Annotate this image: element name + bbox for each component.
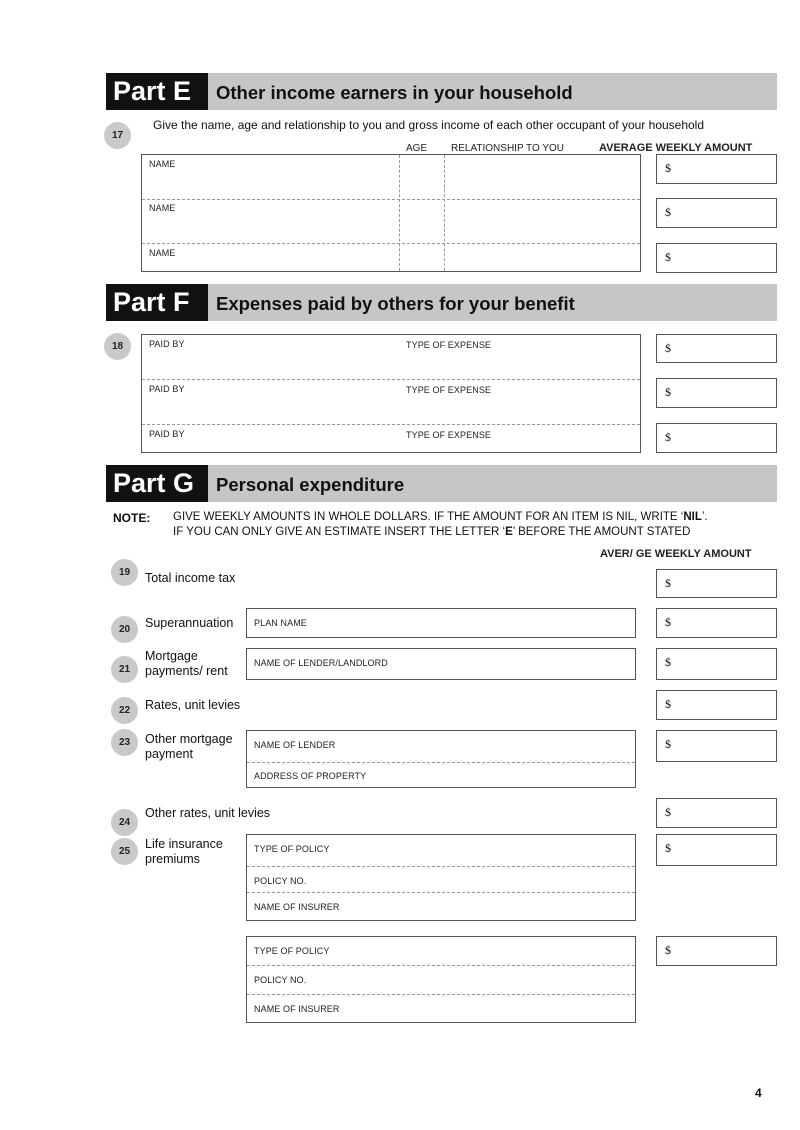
amount-field[interactable]: $ <box>656 154 777 184</box>
policy-details-box <box>246 834 636 921</box>
policy-no-field[interactable]: POLICY NO. <box>254 975 307 985</box>
name-of-lender-field[interactable]: NAME OF LENDER <box>254 740 336 750</box>
name-field-label[interactable]: NAME <box>149 203 176 213</box>
type-of-policy-field[interactable]: TYPE OF POLICY <box>254 844 330 854</box>
part-g-tag: Part G <box>106 465 208 502</box>
type-of-expense-field-label[interactable]: TYPE OF EXPENSE <box>406 385 492 395</box>
amount-field[interactable]: $ <box>656 378 777 408</box>
part-e-header <box>106 73 777 110</box>
part-g-title: Personal expenditure <box>216 474 405 495</box>
policy-details-box <box>246 936 636 1023</box>
superannuation-amount-field[interactable]: $ <box>656 608 777 638</box>
question-number-23: 23 <box>111 729 138 756</box>
paid-by-field-label[interactable]: PAID BY <box>149 429 185 439</box>
other-mortgage-details-box <box>246 730 636 788</box>
divider <box>142 424 640 425</box>
part-f-tag: Part F <box>106 284 208 321</box>
question-number-17: 17 <box>104 122 131 149</box>
divider <box>247 866 635 867</box>
part-e-tag: Part E <box>106 73 208 110</box>
question-number-22: 22 <box>111 697 138 724</box>
amount-field[interactable]: $ <box>656 423 777 453</box>
question-number-18: 18 <box>104 333 131 360</box>
part-e-table <box>141 154 641 272</box>
question-number-19: 19 <box>111 559 138 586</box>
amount-field[interactable]: $ <box>656 243 777 273</box>
paid-by-field-label[interactable]: PAID BY <box>149 384 185 394</box>
other-rates-label: Other rates, unit levies <box>145 806 271 820</box>
mortgage-label-line-1: Mortgage <box>145 649 198 663</box>
rates-amount-field[interactable]: $ <box>656 690 777 720</box>
paid-by-field-label[interactable]: PAID BY <box>149 339 185 349</box>
divider <box>247 965 635 966</box>
note-line-1: GIVE WEEKLY AMOUNTS IN WHOLE DOLLARS. IF THE AMOUNT FOR AN ITEM IS NIL, WRITE ‘NIL’. <box>173 511 708 523</box>
plan-name-field[interactable] <box>246 608 636 638</box>
life-insurance-label-line-1: Life insurance <box>145 837 223 851</box>
divider <box>142 243 640 244</box>
amount-field[interactable]: $ <box>656 334 777 363</box>
col-relationship-header: RELATIONSHIP TO YOU <box>451 143 564 154</box>
col-average-weekly-amount-header: AVER/ GE WEEKLY AMOUNT <box>600 548 752 560</box>
question-number-20: 20 <box>111 616 138 643</box>
type-of-expense-field-label[interactable]: TYPE OF EXPENSE <box>406 340 492 350</box>
other-mortgage-amount-field[interactable]: $ <box>656 730 777 762</box>
col-average-weekly-amount-header: AVERAGE WEEKLY AMOUNT <box>599 142 753 154</box>
page-number: 4 <box>755 1086 762 1100</box>
divider <box>247 994 635 995</box>
divider <box>444 155 445 271</box>
lender-landlord-field[interactable] <box>246 648 636 680</box>
other-mortgage-label-line-2: payment <box>145 747 193 761</box>
divider <box>142 379 640 380</box>
mortgage-label-line-2: payments/ rent <box>145 664 228 678</box>
plan-name-label: PLAN NAME <box>254 618 307 628</box>
question-number-21: 21 <box>111 656 138 683</box>
part-f-table <box>141 334 641 453</box>
part-f-title: Expenses paid by others for your benefit <box>216 293 575 314</box>
part-e-instruction: Give the name, age and relationship to you and gross income of each other occupant of your household <box>153 118 705 132</box>
life-insurance-label-line-2: premiums <box>145 852 200 866</box>
name-field-label[interactable]: NAME <box>149 248 176 258</box>
name-of-insurer-field[interactable]: NAME OF INSURER <box>254 902 340 912</box>
note-line-2: IF YOU CAN ONLY GIVE AN ESTIMATE INSERT THE LETTER ‘E’ BEFORE THE AMOUNT STATED <box>173 526 691 538</box>
mortgage-amount-field[interactable]: $ <box>656 648 777 680</box>
life-insurance-amount-field[interactable]: $ <box>656 936 777 966</box>
part-f-header <box>106 284 777 321</box>
divider <box>399 155 400 271</box>
part-e-title: Other income earners in your household <box>216 82 573 103</box>
col-age-header: AGE <box>406 143 428 154</box>
rates-unit-levies-label: Rates, unit levies <box>145 698 241 712</box>
question-number-24: 24 <box>111 809 138 836</box>
other-rates-amount-field[interactable]: $ <box>656 798 777 828</box>
other-mortgage-label-line-1: Other mortgage <box>145 732 233 746</box>
name-field-label[interactable]: NAME <box>149 159 176 169</box>
note-label: NOTE: <box>113 511 151 525</box>
total-income-tax-label: Total income tax <box>145 571 236 585</box>
amount-field[interactable]: $ <box>656 198 777 228</box>
address-of-property-field[interactable]: ADDRESS OF PROPERTY <box>254 771 367 781</box>
divider <box>142 199 640 200</box>
type-of-expense-field-label[interactable]: TYPE OF EXPENSE <box>406 430 492 440</box>
superannuation-label: Superannuation <box>145 616 234 630</box>
policy-no-field[interactable]: POLICY NO. <box>254 876 307 886</box>
divider <box>247 892 635 893</box>
life-insurance-amount-field[interactable]: $ <box>656 834 777 866</box>
type-of-policy-field[interactable]: TYPE OF POLICY <box>254 946 330 956</box>
name-of-insurer-field[interactable]: NAME OF INSURER <box>254 1004 340 1014</box>
divider <box>247 762 635 763</box>
total-income-tax-amount-field[interactable]: $ <box>656 569 777 598</box>
question-number-25: 25 <box>111 838 138 865</box>
part-g-header <box>106 465 777 502</box>
lender-landlord-label: NAME OF LENDER/LANDLORD <box>254 658 388 668</box>
